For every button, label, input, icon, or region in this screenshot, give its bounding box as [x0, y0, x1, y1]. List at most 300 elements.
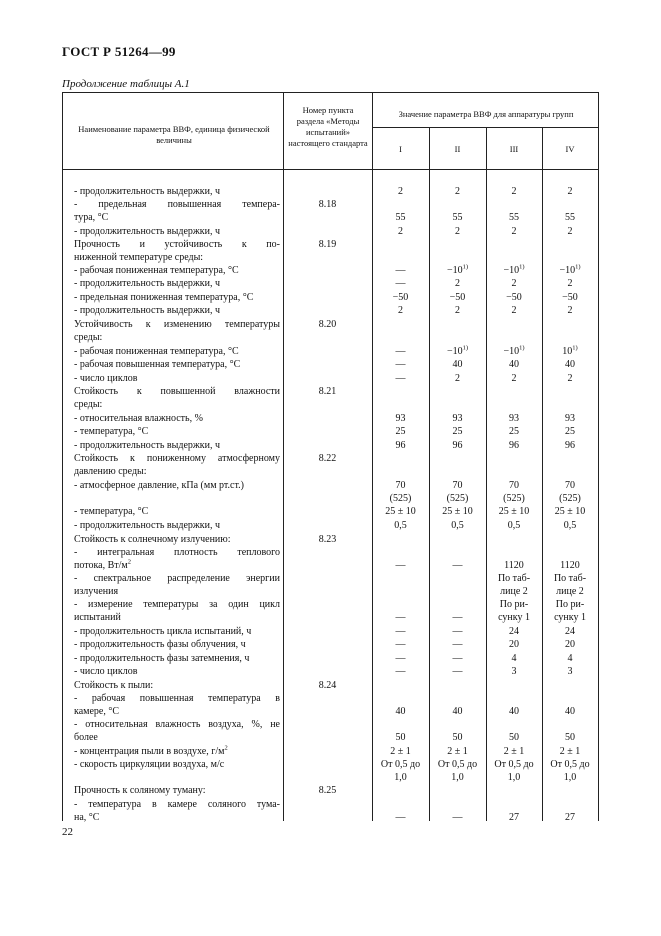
value-group-4 — [542, 731, 598, 744]
value-group-3 — [486, 264, 542, 277]
value-group-1 — [372, 505, 429, 518]
value-group-4 — [542, 211, 598, 224]
value-group-4 — [542, 358, 598, 371]
value-group-3 — [486, 479, 542, 492]
value-text: 0,5 — [451, 520, 464, 531]
value-text: 4 — [567, 653, 573, 664]
value-text: 2 — [511, 226, 517, 237]
value-group-1 — [372, 731, 429, 744]
value-group-2 — [429, 412, 486, 425]
value-text: — — [395, 612, 406, 623]
value-group-4 — [542, 598, 598, 611]
value-group-3 — [486, 745, 542, 758]
value-group-4 — [542, 572, 598, 585]
value-text: 40 — [509, 359, 519, 370]
value-group-3 — [486, 225, 542, 238]
value-group-2 — [429, 625, 486, 638]
value-text: 2 — [567, 226, 573, 237]
value-group-4 — [542, 291, 598, 304]
param-name-line1: Устойчивость к изменению температуры — [74, 319, 280, 330]
value-text: 25 — [509, 426, 519, 437]
value-group-2 — [429, 479, 486, 492]
value-text: 93 — [565, 413, 575, 424]
param-name-line2-text: на, °С — [74, 812, 100, 823]
value-text: −10 — [559, 265, 576, 276]
parameter-table — [62, 92, 599, 821]
value-group-4 — [542, 425, 598, 438]
value-group-1 — [372, 372, 429, 385]
value-footnote: 1) — [462, 263, 469, 271]
value-group-2 — [429, 439, 486, 452]
value-footnote: 1) — [462, 344, 469, 352]
value-group-3-line2: лице 2 — [500, 586, 528, 597]
value-group-3 — [486, 758, 542, 771]
table-left-rule — [62, 92, 63, 821]
param-name: - рабочая пониженная температура, °С — [74, 265, 239, 276]
value-text: 2 — [511, 373, 517, 384]
value-group-3 — [486, 559, 542, 572]
value-text: По ри- — [555, 599, 585, 610]
value-text: — — [395, 346, 406, 357]
value-group-3 — [486, 185, 542, 198]
value-group-1 — [372, 225, 429, 238]
value-text: 55 — [509, 212, 519, 223]
value-group-1 — [372, 479, 429, 492]
param-name: - продолжительность выдержки, ч — [74, 226, 221, 237]
value-group-3 — [486, 505, 542, 518]
value-group-3 — [486, 412, 542, 425]
value-text: 2 — [455, 186, 460, 197]
value-text: 2 — [398, 186, 403, 197]
param-name — [74, 745, 280, 758]
value-group-3 — [486, 625, 542, 638]
value-text: 40 — [452, 706, 463, 717]
value-group-2 — [429, 758, 486, 771]
param-name-text: - концентрация пыли в воздухе, г/м — [74, 746, 225, 757]
value-text: 25 ± 10 — [442, 506, 473, 517]
value-text: — — [395, 560, 406, 571]
value-text: 3 — [511, 666, 517, 677]
value-text: 10 — [562, 346, 573, 357]
value-text: 2 — [455, 226, 460, 237]
value-group-4 — [542, 758, 598, 771]
param-name-line2 — [74, 211, 280, 224]
value-text: 40 — [565, 359, 575, 370]
value-text: 2 ± 1 — [447, 746, 468, 757]
value-group-1 — [372, 665, 429, 678]
param-name: - продолжительность выдержки, ч — [74, 305, 221, 316]
value-text: 40 — [395, 706, 406, 717]
value-group-4 — [542, 652, 598, 665]
value-group-4 — [542, 665, 598, 678]
value-text: — — [395, 626, 406, 637]
param-name-superscript: 2 — [127, 558, 131, 566]
value-group-1 — [372, 758, 429, 771]
param-name: - предельная пониженная температура, °С — [74, 292, 254, 303]
group-iv: IV — [565, 144, 575, 154]
value-group-1 — [372, 611, 429, 624]
header-bottom-rule — [62, 169, 599, 170]
value-text: От 0,5 до — [494, 759, 534, 770]
header-param-name: Наименование параметра ВВФ, единица физической величины — [78, 124, 270, 145]
param-name-line2 — [74, 585, 280, 598]
value-group-2 — [429, 211, 486, 224]
value-group-2 — [429, 345, 486, 358]
param-name: - число циклов — [74, 373, 138, 384]
param-name-line1: - относительная влажность воздуха, %, не — [74, 719, 280, 730]
value-group-1 — [372, 705, 429, 718]
value-group-1 — [372, 811, 429, 824]
value-group-2 — [429, 304, 486, 317]
value-text: 0,5 — [394, 520, 407, 531]
value-text: 25 ± 10 — [498, 506, 530, 517]
value-group-3 — [486, 425, 542, 438]
param-name: - продолжительность фазы затемнения, ч — [74, 653, 250, 664]
header-section-number: Номер пункта раздела «Методы испытаний» настоящего стандарта — [288, 105, 368, 148]
param-name: - продолжительность цикла испытаний, ч — [74, 626, 252, 637]
section-number: 8.24 — [318, 680, 337, 691]
param-name-line2-text: среды: — [74, 399, 103, 410]
value-footnote: 1) — [519, 344, 525, 352]
value-text: 96 — [509, 440, 519, 451]
value-text: 40 — [565, 706, 575, 717]
group-ii: II — [454, 144, 461, 154]
value-text: 3 — [567, 666, 573, 677]
value-text: 93 — [509, 413, 519, 424]
value-group-2 — [429, 611, 486, 624]
value-text: — — [452, 560, 463, 571]
param-name-superscript: 2 — [224, 744, 228, 752]
value-group-2 — [429, 519, 486, 532]
value-group-2 — [429, 731, 486, 744]
value-group-3 — [486, 811, 542, 824]
value-text: 70 — [395, 480, 406, 491]
value-group-1 — [372, 559, 429, 572]
value-group-1 — [372, 185, 429, 198]
value-text: — — [395, 639, 406, 650]
section-number: 8.23 — [318, 534, 337, 545]
group-i: I — [399, 144, 402, 154]
value-text: — — [395, 278, 406, 289]
doc-title: ГОСТ Р 51264—99 — [62, 44, 176, 59]
param-name-line1: - рабочая повышенная температура в — [74, 693, 280, 704]
value-group-3 — [486, 439, 542, 452]
value-group-4-line2: (525) — [559, 493, 581, 504]
value-text: По таб- — [497, 573, 531, 584]
value-text: 0,5 — [507, 520, 521, 531]
value-text: 2 — [455, 373, 460, 384]
value-group-1 — [372, 745, 429, 758]
value-text: −50 — [392, 292, 409, 303]
value-text: −50 — [506, 292, 522, 303]
value-text: 2 — [567, 186, 573, 197]
value-text: 96 — [395, 440, 406, 451]
value-group-3-line2: сунку 1 — [498, 612, 530, 623]
value-group-1 — [372, 304, 429, 317]
value-text: 2 — [511, 305, 517, 316]
value-group-3-line2: 1,0 — [507, 772, 521, 783]
param-name-line2-text: испытаний — [74, 612, 121, 623]
value-text: 40 — [452, 359, 463, 370]
value-text: — — [452, 812, 463, 823]
value-group-3 — [486, 211, 542, 224]
value-text: −50 — [449, 292, 466, 303]
value-group-2 — [429, 264, 486, 277]
value-group-1-line2: 1,0 — [394, 772, 407, 783]
value-group-4 — [542, 185, 598, 198]
param-name: - продолжительность выдержки, ч — [74, 520, 221, 531]
value-group-3 — [486, 372, 542, 385]
param-name: Стойкость к пыли: — [74, 680, 154, 691]
value-group-4 — [542, 745, 598, 758]
value-text: 24 — [565, 626, 575, 637]
param-name-line1: Стойкость к пониженному атмосферному — [74, 453, 280, 464]
value-group-1 — [372, 291, 429, 304]
header-values: Значение параметра ВВФ для аппаратуры групп — [398, 109, 574, 119]
value-text: 50 — [452, 732, 463, 743]
value-text: 20 — [509, 639, 519, 650]
value-group-1 — [372, 412, 429, 425]
value-group-2 — [429, 811, 486, 824]
param-name: - температура, °С — [74, 506, 149, 517]
value-group-4-line2: сунку 1 — [554, 612, 586, 623]
param-name-line2-text: камере, °С — [74, 706, 120, 717]
value-text: 1120 — [560, 560, 580, 571]
param-name-line1: - предельная повышенная темпера- — [74, 199, 280, 210]
value-group-3 — [486, 598, 542, 611]
value-text: От 0,5 до — [380, 759, 421, 770]
value-group-4-line2: лице 2 — [556, 586, 584, 597]
value-text: 25 — [452, 426, 463, 437]
value-text: 2 — [398, 305, 403, 316]
value-group-4 — [542, 412, 598, 425]
value-group-4 — [542, 439, 598, 452]
value-group-1 — [372, 439, 429, 452]
table-right-rule — [598, 92, 599, 821]
value-text: — — [452, 612, 463, 623]
value-group-2-line2: (525) — [446, 493, 469, 504]
param-name-line1: - измерение температуры за один цикл — [74, 599, 280, 610]
value-group-3 — [486, 638, 542, 651]
param-name-line2-text: более — [74, 732, 98, 743]
value-footnote: 1) — [572, 344, 578, 352]
value-text: 70 — [565, 480, 575, 491]
param-name-line2 — [74, 811, 280, 824]
value-text: 2 ± 1 — [559, 746, 581, 757]
param-name: - относительная влажность, % — [74, 413, 203, 424]
section-number: 8.20 — [318, 319, 337, 330]
value-text: 20 — [565, 639, 575, 650]
value-text: От 0,5 до — [550, 759, 590, 770]
value-group-4 — [542, 559, 598, 572]
table-top-rule — [62, 92, 599, 93]
param-name: Стойкость к солнечному излучению: — [74, 534, 231, 545]
param-name: - рабочая пониженная температура, °С — [74, 346, 239, 357]
value-group-2 — [429, 291, 486, 304]
value-text: 25 ± 10 — [385, 506, 416, 517]
value-text: 93 — [395, 413, 406, 424]
value-group-1 — [372, 425, 429, 438]
value-group-4 — [542, 277, 598, 290]
param-name-line1: Стойкость к повышенной влажности — [74, 386, 280, 397]
value-group-2 — [429, 559, 486, 572]
param-name: - атмосферное давление, кПа (мм рт.ст.) — [74, 480, 244, 491]
value-group-4 — [542, 519, 598, 532]
value-text: 96 — [565, 440, 575, 451]
param-name: - продолжительность выдержки, ч — [74, 278, 221, 289]
section-number: 8.18 — [318, 199, 337, 210]
value-group-1 — [372, 519, 429, 532]
value-group-3 — [486, 731, 542, 744]
value-group-1 — [372, 358, 429, 371]
value-group-1 — [372, 277, 429, 290]
value-text: 4 — [511, 653, 517, 664]
value-text: 50 — [509, 732, 519, 743]
param-name-line2-text: давлению среды: — [74, 466, 147, 477]
value-group-4 — [542, 345, 598, 358]
value-group-2 — [429, 665, 486, 678]
page-number: 22 — [62, 826, 73, 838]
value-text: 2 ± 1 — [503, 746, 525, 757]
value-text: 55 — [565, 212, 575, 223]
param-name: - число циклов — [74, 666, 138, 677]
value-group-4 — [542, 225, 598, 238]
section-number: 8.22 — [318, 453, 337, 464]
value-group-3 — [486, 358, 542, 371]
value-text: По таб- — [553, 573, 587, 584]
param-name-line1: Прочность и устойчивость к по- — [74, 239, 280, 250]
value-group-4 — [542, 505, 598, 518]
value-group-2 — [429, 277, 486, 290]
value-text: −50 — [562, 292, 578, 303]
value-group-4 — [542, 264, 598, 277]
param-name: - рабочая повышенная температура, °С — [74, 359, 241, 370]
param-name: - продолжительность выдержки, ч — [74, 186, 221, 197]
value-group-3 — [486, 519, 542, 532]
value-text: 2 — [567, 305, 573, 316]
value-group-4 — [542, 372, 598, 385]
param-name: - температура, °С — [74, 426, 149, 437]
value-text: — — [395, 359, 406, 370]
value-group-4 — [542, 638, 598, 651]
value-text: 2 ± 1 — [390, 746, 411, 757]
value-group-2 — [429, 185, 486, 198]
value-footnote: 1) — [575, 263, 581, 271]
value-text: 70 — [509, 480, 519, 491]
value-text: 40 — [509, 706, 519, 717]
param-name-line1: - спектральное распределение энергии — [74, 573, 280, 584]
value-text: 27 — [509, 812, 519, 823]
group-iii: III — [509, 144, 519, 154]
value-text: 2 — [567, 278, 573, 289]
param-name-line2-text: тура, °С — [74, 212, 109, 223]
value-group-3 — [486, 291, 542, 304]
param-name: - продолжительность выдержки, ч — [74, 440, 221, 451]
value-text: — — [452, 653, 463, 664]
value-group-2 — [429, 425, 486, 438]
value-group-1 — [372, 345, 429, 358]
value-group-4 — [542, 625, 598, 638]
value-text: — — [452, 666, 463, 677]
section-number: 8.25 — [318, 785, 337, 796]
value-text: 93 — [452, 413, 463, 424]
value-text: −10 — [446, 346, 463, 357]
value-text: 50 — [395, 732, 406, 743]
value-group-3 — [486, 652, 542, 665]
section-number: 8.21 — [318, 386, 337, 397]
value-text: От 0,5 до — [437, 759, 478, 770]
param-name-line2-text: среды: — [74, 332, 103, 343]
value-text: 2 — [511, 186, 517, 197]
value-group-3-line2: (525) — [503, 493, 525, 504]
param-name-line1: - интегральная плотность теплового — [74, 547, 280, 558]
value-text: — — [452, 626, 463, 637]
value-text: 2 — [455, 278, 460, 289]
value-text: 2 — [511, 278, 517, 289]
param-name: - продолжительность фазы облучения, ч — [74, 639, 246, 650]
value-group-2-line2: 1,0 — [451, 772, 464, 783]
value-group-2 — [429, 372, 486, 385]
value-group-3 — [486, 572, 542, 585]
param-name-line2 — [74, 559, 280, 572]
value-text: −10 — [446, 265, 463, 276]
value-group-4 — [542, 304, 598, 317]
value-text: −10 — [503, 346, 520, 357]
value-text: 1120 — [504, 560, 524, 571]
param-name-line1: - температура в камере соляного тума- — [74, 799, 280, 810]
value-text: 25 — [395, 426, 406, 437]
value-text: 27 — [565, 812, 575, 823]
value-group-1-line2: (525) — [389, 493, 412, 504]
value-group-1 — [372, 264, 429, 277]
param-name-line2-text: потока, Вт/м — [74, 560, 128, 571]
value-text: 96 — [452, 440, 463, 451]
value-text: 55 — [395, 212, 406, 223]
param-name-line2-text: ниженной температуре среды: — [74, 252, 204, 263]
section-number: 8.19 — [318, 239, 337, 250]
value-group-4-line2: 1,0 — [563, 772, 577, 783]
value-text: — — [395, 373, 406, 384]
param-name: - скорость циркуляции воздуха, м/с — [74, 759, 225, 770]
value-group-3 — [486, 304, 542, 317]
param-name: Прочность к соляному туману: — [74, 785, 206, 796]
value-group-3 — [486, 665, 542, 678]
table-caption: Продолжение таблицы А.1 — [62, 78, 190, 90]
param-name-line2 — [74, 251, 280, 264]
value-group-2 — [429, 705, 486, 718]
value-text: — — [395, 666, 406, 677]
value-group-1 — [372, 652, 429, 665]
value-group-2 — [429, 225, 486, 238]
value-text: 2 — [567, 373, 573, 384]
value-group-2 — [429, 745, 486, 758]
value-text: 24 — [509, 626, 519, 637]
value-group-3 — [486, 277, 542, 290]
value-footnote: 1) — [519, 263, 525, 271]
value-group-1 — [372, 625, 429, 638]
param-name-line2-text: излучения — [74, 586, 119, 597]
param-name-line2 — [74, 331, 280, 344]
value-text: 0,5 — [563, 520, 577, 531]
value-text: — — [395, 812, 406, 823]
value-text: 25 — [565, 426, 575, 437]
value-text: — — [395, 653, 406, 664]
value-text: По ри- — [499, 599, 529, 610]
value-group-2 — [429, 358, 486, 371]
value-text: — — [395, 265, 406, 276]
param-name-line2 — [74, 465, 280, 478]
value-text: 25 ± 10 — [554, 506, 586, 517]
